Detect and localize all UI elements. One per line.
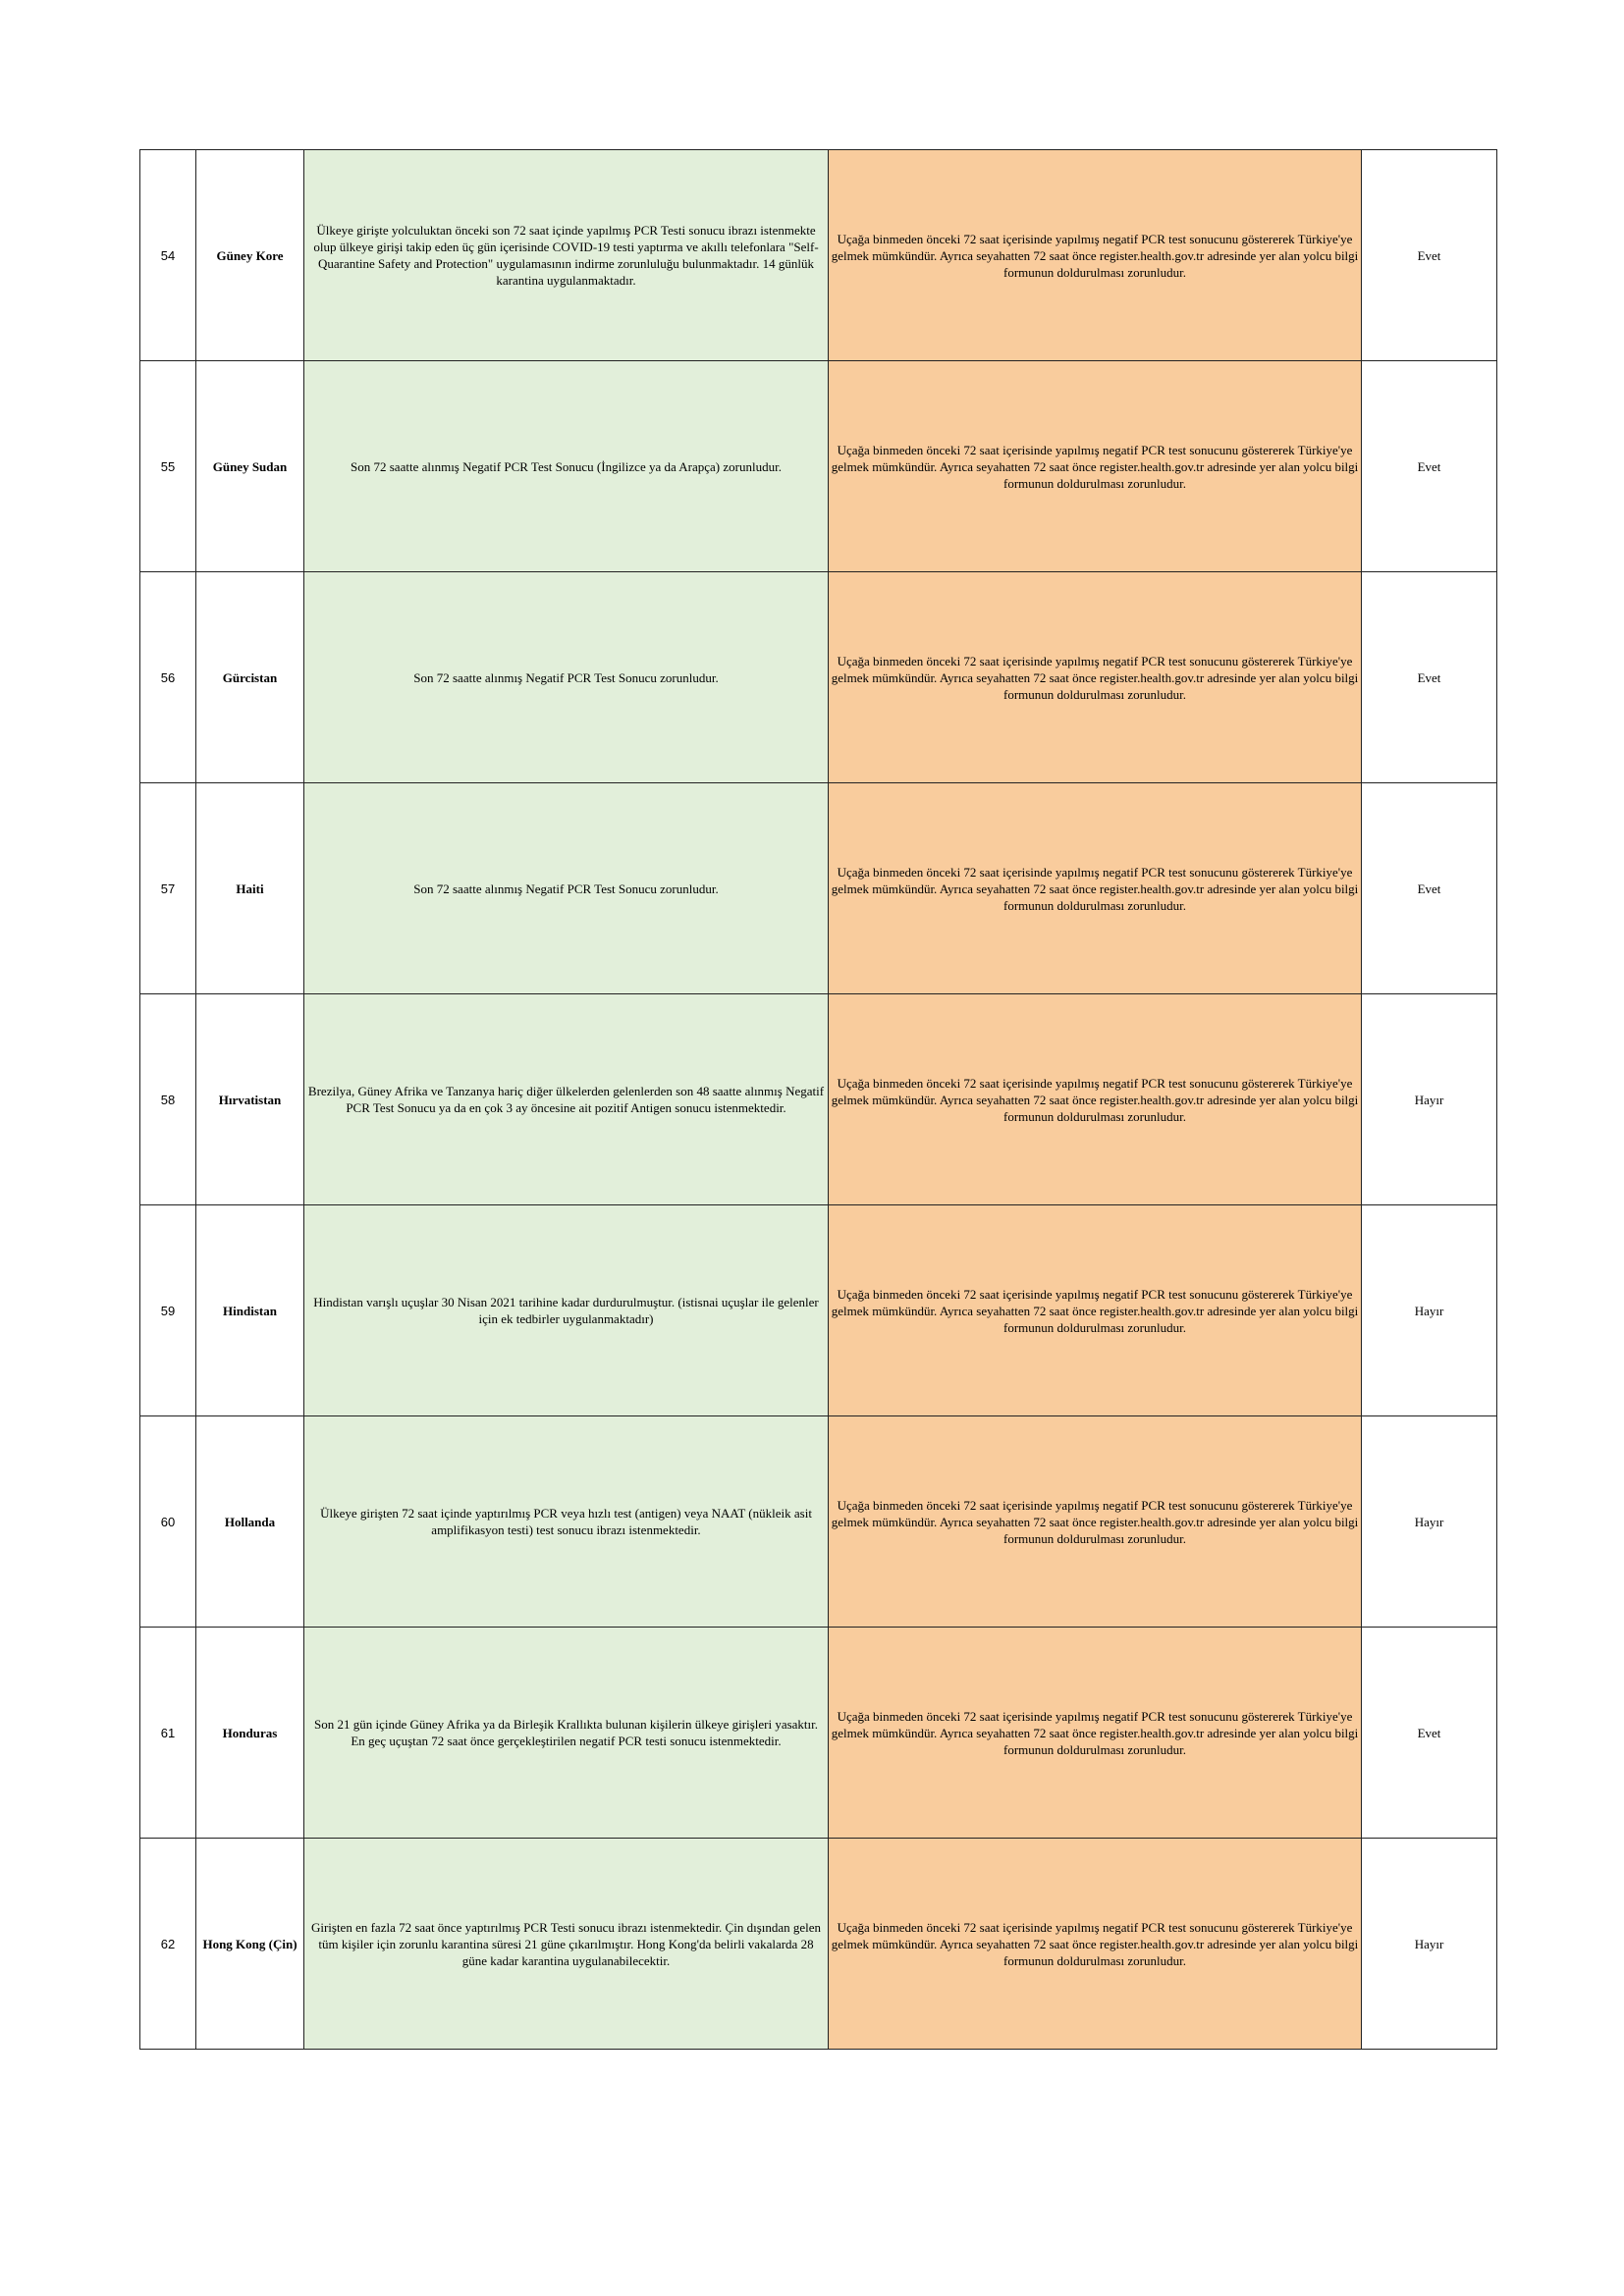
status-value: Hayır bbox=[1362, 1205, 1497, 1416]
entry-requirement: Ülkeye girişten 72 saat içinde yaptırılmış PCR veya hızlı test (antigen) veya NAAT (nükleik asit amplifikasyon testi) test sonucu ibrazı istenmektedir. bbox=[304, 1416, 829, 1628]
return-requirement: Uçağa binmeden önceki 72 saat içerisinde yapılmış negatif PCR test sonucunu göstererek Türkiye'ye gelmek mümkündür. Ayrıca seyahatten 72 saat önce register.health.gov.tr adresinde yer alan yolcu bilgi formunun doldurulması zorunludur. bbox=[829, 783, 1362, 994]
table-row bbox=[140, 783, 1497, 994]
return-requirement: Uçağa binmeden önceki 72 saat içerisinde yapılmış negatif PCR test sonucunu göstererek Türkiye'ye gelmek mümkündür. Ayrıca seyahatten 72 saat önce register.health.gov.tr adresinde yer alan yolcu bilgi formunun doldurulması zorunludur. bbox=[829, 150, 1362, 361]
return-requirement: Uçağa binmeden önceki 72 saat içerisinde yapılmış negatif PCR test sonucunu göstererek Türkiye'ye gelmek mümkündür. Ayrıca seyahatten 72 saat önce register.health.gov.tr adresinde yer alan yolcu bilgi formunun doldurulması zorunludur. bbox=[829, 1839, 1362, 2050]
entry-requirement: Son 21 gün içinde Güney Afrika ya da Birleşik Krallıkta bulunan kişilerin ülkeye girişleri yasaktır. En geç uçuştan 72 saat önce gerçekleştirilen negatif PCR testi sonucu istenmektedir. bbox=[304, 1628, 829, 1839]
country-name: Hong Kong (Çin) bbox=[196, 1839, 304, 2050]
country-name: Haiti bbox=[196, 783, 304, 994]
return-requirement: Uçağa binmeden önceki 72 saat içerisinde yapılmış negatif PCR test sonucunu göstererek Türkiye'ye gelmek mümkündür. Ayrıca seyahatten 72 saat önce register.health.gov.tr adresinde yer alan yolcu bilgi formunun doldurulması zorunludur. bbox=[829, 1416, 1362, 1628]
return-requirement: Uçağa binmeden önceki 72 saat içerisinde yapılmış negatif PCR test sonucunu göstererek Türkiye'ye gelmek mümkündür. Ayrıca seyahatten 72 saat önce register.health.gov.tr adresinde yer alan yolcu bilgi formunun doldurulması zorunludur. bbox=[829, 572, 1362, 783]
row-number: 55 bbox=[140, 361, 196, 572]
entry-requirement: Girişten en fazla 72 saat önce yaptırılmış PCR Testi sonucu ibrazı istenmektedir. Çin dışından gelen tüm kişiler için zorunlu karantina süresi 21 güne çıkarılmıştır. Hong Kong'da belirli vakalarda 28 güne kadar karantina uygulanabilecektir. bbox=[304, 1839, 829, 2050]
return-requirement: Uçağa binmeden önceki 72 saat içerisinde yapılmış negatif PCR test sonucunu göstererek Türkiye'ye gelmek mümkündür. Ayrıca seyahatten 72 saat önce register.health.gov.tr adresinde yer alan yolcu bilgi formunun doldurulması zorunludur. bbox=[829, 1205, 1362, 1416]
entry-requirement: Son 72 saatte alınmış Negatif PCR Test Sonucu zorunludur. bbox=[304, 572, 829, 783]
row-number: 61 bbox=[140, 1628, 196, 1839]
table-row bbox=[140, 1839, 1497, 2050]
table-row bbox=[140, 572, 1497, 783]
entry-requirement: Son 72 saatte alınmış Negatif PCR Test Sonucu (İngilizce ya da Arapça) zorunludur. bbox=[304, 361, 829, 572]
status-value: Evet bbox=[1362, 783, 1497, 994]
table-row bbox=[140, 1416, 1497, 1628]
return-requirement: Uçağa binmeden önceki 72 saat içerisinde yapılmış negatif PCR test sonucunu göstererek Türkiye'ye gelmek mümkündür. Ayrıca seyahatten 72 saat önce register.health.gov.tr adresinde yer alan yolcu bilgi formunun doldurulması zorunludur. bbox=[829, 994, 1362, 1205]
table-body bbox=[140, 150, 1497, 2050]
table-row bbox=[140, 150, 1497, 361]
entry-requirement: Brezilya, Güney Afrika ve Tanzanya hariç diğer ülkelerden gelenlerden son 48 saatte alınmış Negatif PCR Test Sonucu ya da en çok 3 ay öncesine ait pozitif Antigen sonucu istenmektedir. bbox=[304, 994, 829, 1205]
return-requirement: Uçağa binmeden önceki 72 saat içerisinde yapılmış negatif PCR test sonucunu göstererek Türkiye'ye gelmek mümkündür. Ayrıca seyahatten 72 saat önce register.health.gov.tr adresinde yer alan yolcu bilgi formunun doldurulması zorunludur. bbox=[829, 361, 1362, 572]
status-value: Evet bbox=[1362, 572, 1497, 783]
row-number: 62 bbox=[140, 1839, 196, 2050]
entry-requirement: Ülkeye girişte yolculuktan önceki son 72 saat içinde yapılmış PCR Testi sonucu ibrazı istenmekte olup ülkeye girişi takip eden üç gün içerisinde COVID-19 testi yaptırma ve akıllı telefonlara "Self-Quarantine Safety and Protection" uygulamasının indirme zorunluluğu bulunmaktadır. 14 günlük karantina uygulanmaktadır. bbox=[304, 150, 829, 361]
status-value: Hayır bbox=[1362, 1839, 1497, 2050]
table-row bbox=[140, 1628, 1497, 1839]
entry-requirement: Hindistan varışlı uçuşlar 30 Nisan 2021 tarihine kadar durdurulmuştur. (istisnai uçuşlar ile gelenler için ek tedbirler uygulanmaktadır) bbox=[304, 1205, 829, 1416]
country-name: Hindistan bbox=[196, 1205, 304, 1416]
country-name: Güney Kore bbox=[196, 150, 304, 361]
country-name: Hollanda bbox=[196, 1416, 304, 1628]
row-number: 54 bbox=[140, 150, 196, 361]
country-name: Hırvatistan bbox=[196, 994, 304, 1205]
status-value: Hayır bbox=[1362, 1416, 1497, 1628]
country-name: Güney Sudan bbox=[196, 361, 304, 572]
country-rules-table bbox=[139, 149, 1497, 2050]
row-number: 56 bbox=[140, 572, 196, 783]
status-value: Evet bbox=[1362, 150, 1497, 361]
table-row bbox=[140, 361, 1497, 572]
return-requirement: Uçağa binmeden önceki 72 saat içerisinde yapılmış negatif PCR test sonucunu göstererek Türkiye'ye gelmek mümkündür. Ayrıca seyahatten 72 saat önce register.health.gov.tr adresinde yer alan yolcu bilgi formunun doldurulması zorunludur. bbox=[829, 1628, 1362, 1839]
status-value: Hayır bbox=[1362, 994, 1497, 1205]
table-row bbox=[140, 994, 1497, 1205]
row-number: 59 bbox=[140, 1205, 196, 1416]
row-number: 60 bbox=[140, 1416, 196, 1628]
row-number: 57 bbox=[140, 783, 196, 994]
status-value: Evet bbox=[1362, 1628, 1497, 1839]
country-name: Gürcistan bbox=[196, 572, 304, 783]
table-row bbox=[140, 1205, 1497, 1416]
status-value: Evet bbox=[1362, 361, 1497, 572]
row-number: 58 bbox=[140, 994, 196, 1205]
entry-requirement: Son 72 saatte alınmış Negatif PCR Test Sonucu zorunludur. bbox=[304, 783, 829, 994]
country-name: Honduras bbox=[196, 1628, 304, 1839]
